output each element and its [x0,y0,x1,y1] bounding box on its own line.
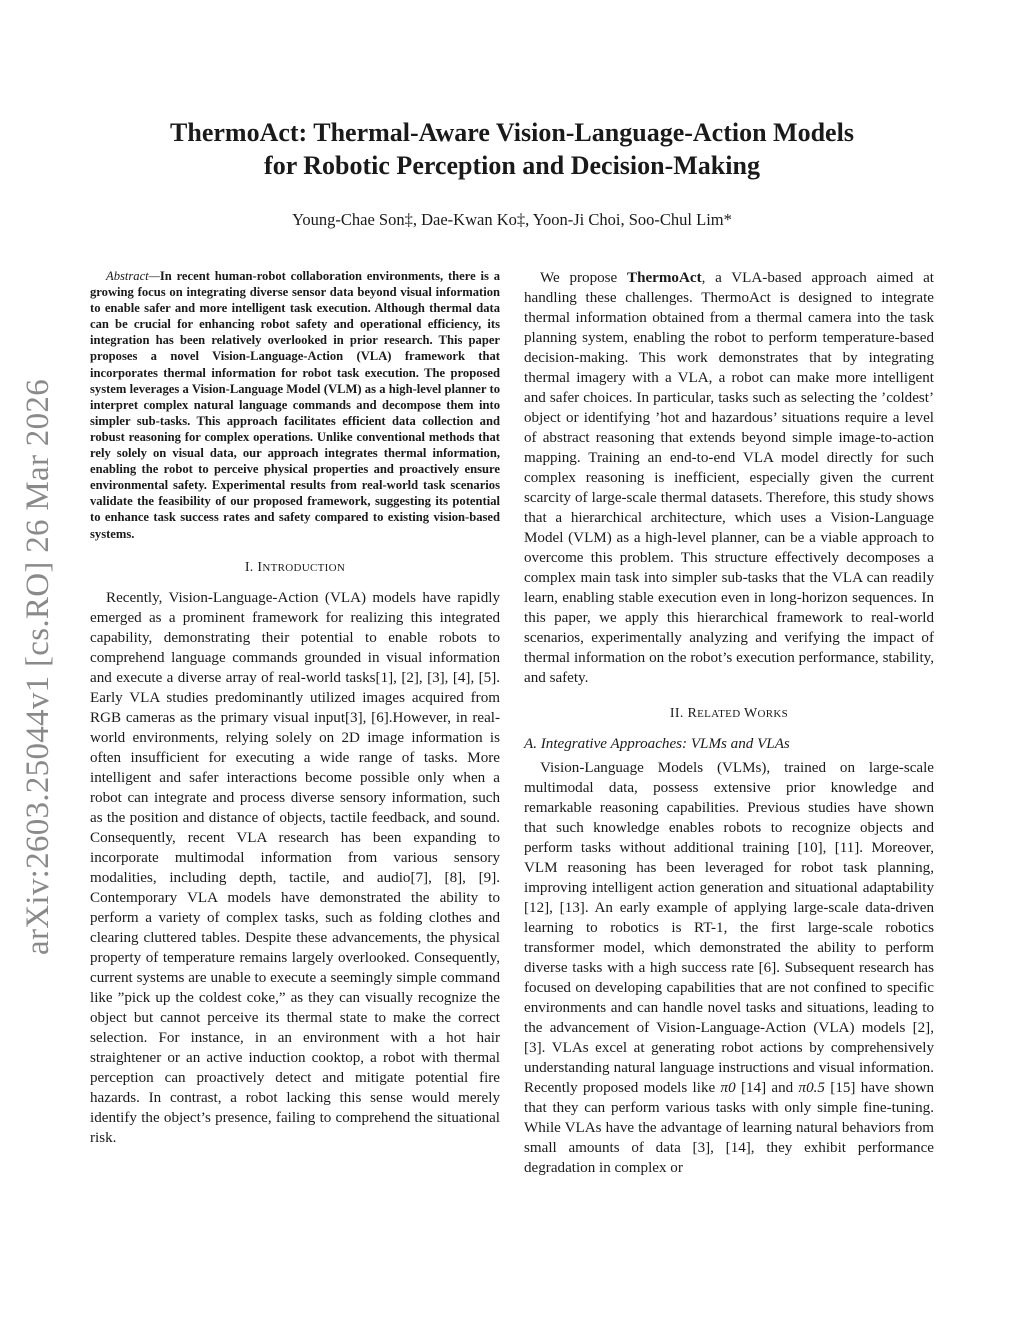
subsection-heading-vlms-vlas: A. Integrative Approaches: VLMs and VLAs [524,736,790,752]
thermoact-name: ThermoAct [627,270,702,286]
abstract-label: Abstract— [106,269,160,283]
arxiv-identifier-stamp: arXiv:2603.25044v1 [cs.RO] 26 Mar 2026 [20,379,56,955]
intro-paragraph-2: We propose ThermoAct, a VLA-based approach aimed at handling these challenges. ThermoAct is designed to integrate thermal information obtained from a thermal camera into the task planning system, enabling the robot to perform temperature-based decision-making. This work demonstrates that by integrating thermal imagery with a VLA, a robot can make more intelligent and safer choices. In particular, tasks such as selecting the ’coldest’ object or identifying ’hot and hazardous’ situations require a level of abstract reasoning that extends beyond simple image-to-action mapping. Training an end-to-end VLA model directly for such complex reasoning is inefficient, especially given the current scarcity of large-scale thermal datasets. Therefore, this study shows that a hierarchical architecture, which uses a Vision-Language Model (VLM) as a high-level planner, can be a viable approach to overcome this problem. This structure effectively decomposes a complex main task into simpler sub-tasks that the VLA can readily learn, enabling stable execution even in long-horizon sequences. In this paper, we apply this hierarchical framework to real-world scenarios, experimentally analyzing and verifying the impact of thermal information on the robot’s execution performance, stability, and safety. [524,270,934,686]
section-heading-introduction: I. INTRODUCTION [244,559,346,575]
left-column [90,268,500,1148]
abstract-text: In recent human-robot collaboration environments, there is a growing focus on integrating diverse sensor data beyond visual information to enable safer and more intelligent task execution. Although thermal data can be crucial for enhancing robot safety and operational efficiency, its integration has been relatively overlooked in prior research. This paper proposes a novel Vision-Language-Action (VLA) framework that incorporates thermal information for robot task execution. The proposed system leverages a Vision-Language Model (VLM) as a high-level planner to interpret complex natural language commands and decompose them into simpler sub-tasks. This approach facilitates efficient data collection and robust reasoning for complex operations. Unlike conventional methods that rely solely on visual data, our approach integrates thermal information, enabling the robot to perceive physical properties and proactively ensure environmental safety. Experimental results from real-world task scenarios validate the feasibility of our proposed framework, suggesting its potential to enhance task success rates and safety compared to existing vision-based systems. [90,269,500,541]
section-heading-related-works: II. RELATED WORKS [669,706,789,721]
pi05-symbol: π0.5 [798,1080,825,1096]
intro-paragraph-1: Recently, Vision-Language-Action (VLA) models have rapidly emerged as a prominent framework for realizing this integrated capability, demonstrating their potential to enable robots to comprehend language commands grounded in visual information and execute a diverse array of real-world tasks[1], [2], [3], [4], [5]. Early VLA studies predominantly utilized images acquired from RGB cameras as the primary visual input[3], [6].However, in real-world environments, relying solely on 2D image information is often insufficient for executing a wide range of tasks. More intelligent and safer interactions become possible only when a robot can integrate and process diverse sensory information, such as the position and distance of objects, tactile feedback, and sound. Consequently, recent VLA research has been expanding to incorporate multimodal information from various sensory modalities, including depth, tactile, and audio[7], [8], [9]. Contemporary VLA models have demonstrated the ability to perform a variety of complex tasks, such as folding clothes and clearing cluttered tables. Despite these advancements, the physical property of temperature remains largely overlooked. Consequently, current systems are unable to execute a seemingly simple command like ”pick up the coldest coke,” as they can visually recognize the object but cannot perceive its thermal state to make the correct selection. For instance, in an environment with a hot hair straightener or an active induction cooktop, a robot with thermal perception can proactively detect and mitigate potential fire hazards. In contrast, a robot lacking this sense would merely identify the object’s presence, failing to comprehend the situational risk. [90,589,500,1146]
title-line-2: for Robotic Perception and Decision-Making [264,151,760,180]
paper-title [120,116,904,182]
author-list: Young-Chae Son‡, Dae-Kwan Ko‡, Yoon-Ji Choi, Soo-Chul Lim* [292,210,732,229]
right-column [524,268,934,1178]
title-line-1: ThermoAct: Thermal-Aware Vision-Language-Action Models [170,118,854,147]
related-works-paragraph: Vision-Language Models (VLMs), trained on large-scale multimodal data, possess extensive prior knowledge and remarkable reasoning capabilities. Previous studies have shown that such knowledge enables robots to recognize objects and perform tasks without additional training [10], [11]. Moreover, VLM reasoning has been leveraged for robot task planning, improving intelligent action generation and situational adaptability [12], [13]. An early example of applying large-scale data-driven learning to robotics is RT-1, the first large-scale robotics transformer model, which demonstrated the ability to perform diverse tasks with a high success rate [6]. Subsequent research has focused on developing capabilities that are not confined to specific environments and can handle novel tasks and situations, leading to the advancement of Vision-Language-Action (VLA) models [2], [3]. VLAs excel at generating robot actions by comprehensively understanding natural language instructions and visual information. Recently proposed models like π0 [14] and π0.5 [15] have shown that they can perform various tasks with only simple fine-tuning. While VLAs have the advantage of learning natural behaviors from small amounts of data [3], [14], they exhibit performance degradation in complex or [524,760,935,1176]
abstract [90,268,500,542]
pi0-symbol: π0 [720,1080,736,1096]
